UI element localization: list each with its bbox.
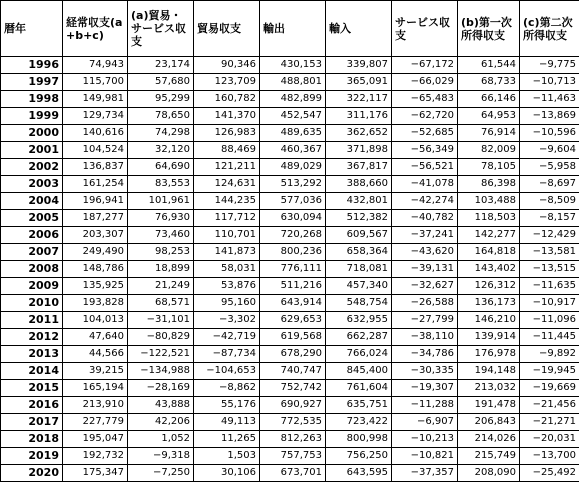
imports-cell: 756,250 xyxy=(326,448,392,465)
table-row xyxy=(1,108,579,125)
secondary-income-cell: −21,271 xyxy=(520,414,579,431)
imports-cell: 311,176 xyxy=(326,108,392,125)
services-balance-cell: −56,349 xyxy=(392,142,458,159)
imports-cell: 365,091 xyxy=(326,74,392,91)
trade-services-balance-cell: −31,101 xyxy=(128,312,194,329)
primary-income-cell: 86,398 xyxy=(458,176,520,193)
services-balance-cell: −40,782 xyxy=(392,210,458,227)
exports-cell: 678,290 xyxy=(260,346,326,363)
primary-income-cell: 194,148 xyxy=(458,363,520,380)
current-account-cell: 195,047 xyxy=(63,431,128,448)
current-account-cell: 39,215 xyxy=(63,363,128,380)
trade-services-balance-cell: −28,169 xyxy=(128,380,194,397)
primary-income-cell: 206,843 xyxy=(458,414,520,431)
primary-income-cell: 136,173 xyxy=(458,295,520,312)
trade-services-balance-cell: 101,961 xyxy=(128,193,194,210)
secondary-income-cell: −19,945 xyxy=(520,363,579,380)
services-balance-cell: −11,288 xyxy=(392,397,458,414)
exports-cell: 482,899 xyxy=(260,91,326,108)
secondary-income-cell: −11,096 xyxy=(520,312,579,329)
exports-cell: 772,535 xyxy=(260,414,326,431)
imports-cell: 635,751 xyxy=(326,397,392,414)
primary-income-cell: 126,312 xyxy=(458,278,520,295)
exports-cell: 452,547 xyxy=(260,108,326,125)
primary-income-cell: 82,009 xyxy=(458,142,520,159)
table-row xyxy=(1,193,579,210)
trade-balance-cell: 95,160 xyxy=(194,295,260,312)
table-row xyxy=(1,261,579,278)
table-row xyxy=(1,57,579,74)
exports-cell: 673,701 xyxy=(260,465,326,482)
table-row xyxy=(1,414,579,431)
trade-services-balance-cell: 1,052 xyxy=(128,431,194,448)
year-cell: 2009 xyxy=(1,278,63,295)
year-cell: 2011 xyxy=(1,312,63,329)
primary-income-cell: 66,146 xyxy=(458,91,520,108)
year-cell: 2015 xyxy=(1,380,63,397)
trade-services-balance-cell: 78,650 xyxy=(128,108,194,125)
trade-services-balance-cell: 43,888 xyxy=(128,397,194,414)
imports-cell: 339,807 xyxy=(326,57,392,74)
table-row xyxy=(1,295,579,312)
year-cell: 2004 xyxy=(1,193,63,210)
primary-income-cell: 214,026 xyxy=(458,431,520,448)
exports-cell: 757,753 xyxy=(260,448,326,465)
year-cell: 2005 xyxy=(1,210,63,227)
current-account-cell: 135,925 xyxy=(63,278,128,295)
header-year: 暦年 xyxy=(1,1,63,57)
current-account-cell: 249,490 xyxy=(63,244,128,261)
table-row xyxy=(1,91,579,108)
secondary-income-cell: −13,515 xyxy=(520,261,579,278)
trade-balance-cell: 58,031 xyxy=(194,261,260,278)
year-cell: 2017 xyxy=(1,414,63,431)
secondary-income-cell: −8,157 xyxy=(520,210,579,227)
header-current-account: 経常収支(a+b+c) xyxy=(63,1,128,57)
trade-services-balance-cell: −9,318 xyxy=(128,448,194,465)
current-account-cell: 161,254 xyxy=(63,176,128,193)
services-balance-cell: −30,335 xyxy=(392,363,458,380)
trade-services-balance-cell: 83,553 xyxy=(128,176,194,193)
trade-services-balance-cell: −134,988 xyxy=(128,363,194,380)
table-row xyxy=(1,431,579,448)
trade-services-balance-cell: −122,521 xyxy=(128,346,194,363)
trade-balance-cell: −8,862 xyxy=(194,380,260,397)
secondary-income-cell: −25,492 xyxy=(520,465,579,482)
exports-cell: 488,801 xyxy=(260,74,326,91)
year-cell: 2010 xyxy=(1,295,63,312)
exports-cell: 629,653 xyxy=(260,312,326,329)
current-account-cell: 129,734 xyxy=(63,108,128,125)
secondary-income-cell: −12,429 xyxy=(520,227,579,244)
year-cell: 2013 xyxy=(1,346,63,363)
imports-cell: 512,382 xyxy=(326,210,392,227)
secondary-income-cell: −9,775 xyxy=(520,57,579,74)
trade-services-balance-cell: 73,460 xyxy=(128,227,194,244)
table-row xyxy=(1,278,579,295)
year-cell: 2008 xyxy=(1,261,63,278)
table-row xyxy=(1,74,579,91)
header-imports: 輸入 xyxy=(326,1,392,57)
header-primary-income: (b)第一次所得収支 xyxy=(458,1,520,57)
imports-cell: 371,898 xyxy=(326,142,392,159)
exports-cell: 752,742 xyxy=(260,380,326,397)
trade-services-balance-cell: 98,253 xyxy=(128,244,194,261)
exports-cell: 513,292 xyxy=(260,176,326,193)
primary-income-cell: 64,953 xyxy=(458,108,520,125)
header-services-balance: サービス収支 xyxy=(392,1,458,57)
exports-cell: 800,236 xyxy=(260,244,326,261)
current-account-cell: 149,981 xyxy=(63,91,128,108)
primary-income-cell: 139,914 xyxy=(458,329,520,346)
primary-income-cell: 143,402 xyxy=(458,261,520,278)
table-row xyxy=(1,380,579,397)
trade-balance-cell: 110,701 xyxy=(194,227,260,244)
exports-cell: 511,216 xyxy=(260,278,326,295)
trade-balance-cell: 53,876 xyxy=(194,278,260,295)
year-cell: 2020 xyxy=(1,465,63,482)
table-row xyxy=(1,125,579,142)
services-balance-cell: −37,357 xyxy=(392,465,458,482)
secondary-income-cell: −9,604 xyxy=(520,142,579,159)
header-trade-balance: 貿易収支 xyxy=(194,1,260,57)
exports-cell: 740,747 xyxy=(260,363,326,380)
imports-cell: 322,117 xyxy=(326,91,392,108)
services-balance-cell: −34,786 xyxy=(392,346,458,363)
trade-services-balance-cell: 76,930 xyxy=(128,210,194,227)
year-cell: 1999 xyxy=(1,108,63,125)
imports-cell: 388,660 xyxy=(326,176,392,193)
imports-cell: 761,604 xyxy=(326,380,392,397)
primary-income-cell: 78,105 xyxy=(458,159,520,176)
trade-balance-cell: 124,631 xyxy=(194,176,260,193)
table-row xyxy=(1,448,579,465)
secondary-income-cell: −11,635 xyxy=(520,278,579,295)
secondary-income-cell: −20,031 xyxy=(520,431,579,448)
primary-income-cell: 215,749 xyxy=(458,448,520,465)
current-account-cell: 192,732 xyxy=(63,448,128,465)
year-cell: 2012 xyxy=(1,329,63,346)
year-cell: 1998 xyxy=(1,91,63,108)
imports-cell: 609,567 xyxy=(326,227,392,244)
trade-balance-cell: 126,983 xyxy=(194,125,260,142)
exports-cell: 776,111 xyxy=(260,261,326,278)
table-row xyxy=(1,159,579,176)
secondary-income-cell: −13,869 xyxy=(520,108,579,125)
table-row xyxy=(1,142,579,159)
secondary-income-cell: −10,917 xyxy=(520,295,579,312)
trade-balance-cell: 117,712 xyxy=(194,210,260,227)
services-balance-cell: −37,241 xyxy=(392,227,458,244)
exports-cell: 619,568 xyxy=(260,329,326,346)
current-account-cell: 165,194 xyxy=(63,380,128,397)
trade-services-balance-cell: 64,690 xyxy=(128,159,194,176)
services-balance-cell: −10,821 xyxy=(392,448,458,465)
primary-income-cell: 146,210 xyxy=(458,312,520,329)
primary-income-cell: 164,818 xyxy=(458,244,520,261)
trade-services-balance-cell: 18,899 xyxy=(128,261,194,278)
secondary-income-cell: −9,892 xyxy=(520,346,579,363)
secondary-income-cell: −8,509 xyxy=(520,193,579,210)
imports-cell: 362,652 xyxy=(326,125,392,142)
trade-balance-cell: 141,370 xyxy=(194,108,260,125)
trade-services-balance-cell: 57,680 xyxy=(128,74,194,91)
current-account-cell: 115,700 xyxy=(63,74,128,91)
services-balance-cell: −10,213 xyxy=(392,431,458,448)
services-balance-cell: −19,307 xyxy=(392,380,458,397)
year-cell: 2003 xyxy=(1,176,63,193)
header-secondary-income: (c)第二次所得収支 xyxy=(520,1,579,57)
services-balance-cell: −26,588 xyxy=(392,295,458,312)
services-balance-cell: −65,483 xyxy=(392,91,458,108)
services-balance-cell: −67,172 xyxy=(392,57,458,74)
imports-cell: 845,400 xyxy=(326,363,392,380)
table-row xyxy=(1,227,579,244)
table-row xyxy=(1,312,579,329)
trade-balance-cell: 11,265 xyxy=(194,431,260,448)
header-trade-services-balance: (a)貿易・サービス収支 xyxy=(128,1,194,57)
secondary-income-cell: −13,700 xyxy=(520,448,579,465)
current-account-cell: 44,566 xyxy=(63,346,128,363)
primary-income-cell: 68,733 xyxy=(458,74,520,91)
primary-income-cell: 118,503 xyxy=(458,210,520,227)
exports-cell: 489,635 xyxy=(260,125,326,142)
current-account-cell: 74,943 xyxy=(63,57,128,74)
year-cell: 1997 xyxy=(1,74,63,91)
primary-income-cell: 213,032 xyxy=(458,380,520,397)
table-row xyxy=(1,397,579,414)
year-cell: 1996 xyxy=(1,57,63,74)
trade-balance-cell: −87,734 xyxy=(194,346,260,363)
current-account-cell: 187,277 xyxy=(63,210,128,227)
table-row xyxy=(1,346,579,363)
imports-cell: 658,364 xyxy=(326,244,392,261)
trade-balance-cell: 121,211 xyxy=(194,159,260,176)
exports-cell: 577,036 xyxy=(260,193,326,210)
header-row xyxy=(1,1,579,57)
primary-income-cell: 176,978 xyxy=(458,346,520,363)
current-account-cell: 196,941 xyxy=(63,193,128,210)
table-row xyxy=(1,210,579,227)
year-cell: 2018 xyxy=(1,431,63,448)
services-balance-cell: −62,720 xyxy=(392,108,458,125)
services-balance-cell: −43,620 xyxy=(392,244,458,261)
imports-cell: 632,955 xyxy=(326,312,392,329)
current-account-cell: 203,307 xyxy=(63,227,128,244)
primary-income-cell: 61,544 xyxy=(458,57,520,74)
exports-cell: 812,263 xyxy=(260,431,326,448)
trade-balance-cell: 1,503 xyxy=(194,448,260,465)
current-account-cell: 140,616 xyxy=(63,125,128,142)
services-balance-cell: −52,685 xyxy=(392,125,458,142)
trade-balance-cell: 55,176 xyxy=(194,397,260,414)
trade-services-balance-cell: 21,249 xyxy=(128,278,194,295)
year-cell: 2019 xyxy=(1,448,63,465)
trade-balance-cell: 88,469 xyxy=(194,142,260,159)
primary-income-cell: 76,914 xyxy=(458,125,520,142)
trade-services-balance-cell: −80,829 xyxy=(128,329,194,346)
services-balance-cell: −39,131 xyxy=(392,261,458,278)
imports-cell: 800,998 xyxy=(326,431,392,448)
services-balance-cell: −42,274 xyxy=(392,193,458,210)
imports-cell: 662,287 xyxy=(326,329,392,346)
secondary-income-cell: −11,463 xyxy=(520,91,579,108)
year-cell: 2016 xyxy=(1,397,63,414)
current-account-cell: 104,524 xyxy=(63,142,128,159)
trade-balance-cell: −104,653 xyxy=(194,363,260,380)
secondary-income-cell: −11,445 xyxy=(520,329,579,346)
services-balance-cell: −41,078 xyxy=(392,176,458,193)
secondary-income-cell: −10,713 xyxy=(520,74,579,91)
year-cell: 2007 xyxy=(1,244,63,261)
exports-cell: 430,153 xyxy=(260,57,326,74)
header-exports: 輸出 xyxy=(260,1,326,57)
imports-cell: 548,754 xyxy=(326,295,392,312)
table-row xyxy=(1,244,579,261)
primary-income-cell: 103,488 xyxy=(458,193,520,210)
exports-cell: 489,029 xyxy=(260,159,326,176)
services-balance-cell: −32,627 xyxy=(392,278,458,295)
primary-income-cell: 142,277 xyxy=(458,227,520,244)
exports-cell: 690,927 xyxy=(260,397,326,414)
trade-balance-cell: 144,235 xyxy=(194,193,260,210)
current-account-cell: 227,779 xyxy=(63,414,128,431)
primary-income-cell: 191,478 xyxy=(458,397,520,414)
secondary-income-cell: −19,669 xyxy=(520,380,579,397)
trade-balance-cell: −42,719 xyxy=(194,329,260,346)
current-account-cell: 213,910 xyxy=(63,397,128,414)
trade-balance-cell: −3,302 xyxy=(194,312,260,329)
secondary-income-cell: −13,581 xyxy=(520,244,579,261)
secondary-income-cell: −10,596 xyxy=(520,125,579,142)
trade-services-balance-cell: 42,206 xyxy=(128,414,194,431)
trade-balance-cell: 123,709 xyxy=(194,74,260,91)
table-row xyxy=(1,465,579,482)
year-cell: 2001 xyxy=(1,142,63,159)
imports-cell: 766,024 xyxy=(326,346,392,363)
secondary-income-cell: −21,456 xyxy=(520,397,579,414)
year-cell: 2006 xyxy=(1,227,63,244)
current-account-cell: 47,640 xyxy=(63,329,128,346)
imports-cell: 643,595 xyxy=(326,465,392,482)
current-account-cell: 148,786 xyxy=(63,261,128,278)
year-cell: 2000 xyxy=(1,125,63,142)
trade-services-balance-cell: 95,299 xyxy=(128,91,194,108)
year-cell: 2014 xyxy=(1,363,63,380)
current-account-cell: 104,013 xyxy=(63,312,128,329)
exports-cell: 643,914 xyxy=(260,295,326,312)
imports-cell: 723,422 xyxy=(326,414,392,431)
trade-services-balance-cell: 74,298 xyxy=(128,125,194,142)
exports-cell: 460,367 xyxy=(260,142,326,159)
table-row xyxy=(1,363,579,380)
services-balance-cell: −66,029 xyxy=(392,74,458,91)
services-balance-cell: −27,799 xyxy=(392,312,458,329)
secondary-income-cell: −5,958 xyxy=(520,159,579,176)
trade-services-balance-cell: −7,250 xyxy=(128,465,194,482)
trade-services-balance-cell: 32,120 xyxy=(128,142,194,159)
imports-cell: 367,817 xyxy=(326,159,392,176)
current-account-cell: 136,837 xyxy=(63,159,128,176)
exports-cell: 630,094 xyxy=(260,210,326,227)
primary-income-cell: 208,090 xyxy=(458,465,520,482)
year-cell: 2002 xyxy=(1,159,63,176)
services-balance-cell: −38,110 xyxy=(392,329,458,346)
current-account-cell: 175,347 xyxy=(63,465,128,482)
imports-cell: 432,801 xyxy=(326,193,392,210)
current-account-cell: 193,828 xyxy=(63,295,128,312)
imports-cell: 718,081 xyxy=(326,261,392,278)
table-row xyxy=(1,329,579,346)
exports-cell: 720,268 xyxy=(260,227,326,244)
services-balance-cell: −56,521 xyxy=(392,159,458,176)
trade-services-balance-cell: 68,571 xyxy=(128,295,194,312)
trade-balance-cell: 160,782 xyxy=(194,91,260,108)
table-row xyxy=(1,176,579,193)
trade-services-balance-cell: 23,174 xyxy=(128,57,194,74)
secondary-income-cell: −8,697 xyxy=(520,176,579,193)
table-body xyxy=(1,57,579,482)
services-balance-cell: −6,907 xyxy=(392,414,458,431)
trade-balance-cell: 30,106 xyxy=(194,465,260,482)
trade-balance-cell: 141,873 xyxy=(194,244,260,261)
trade-balance-cell: 90,346 xyxy=(194,57,260,74)
trade-balance-cell: 49,113 xyxy=(194,414,260,431)
imports-cell: 457,340 xyxy=(326,278,392,295)
